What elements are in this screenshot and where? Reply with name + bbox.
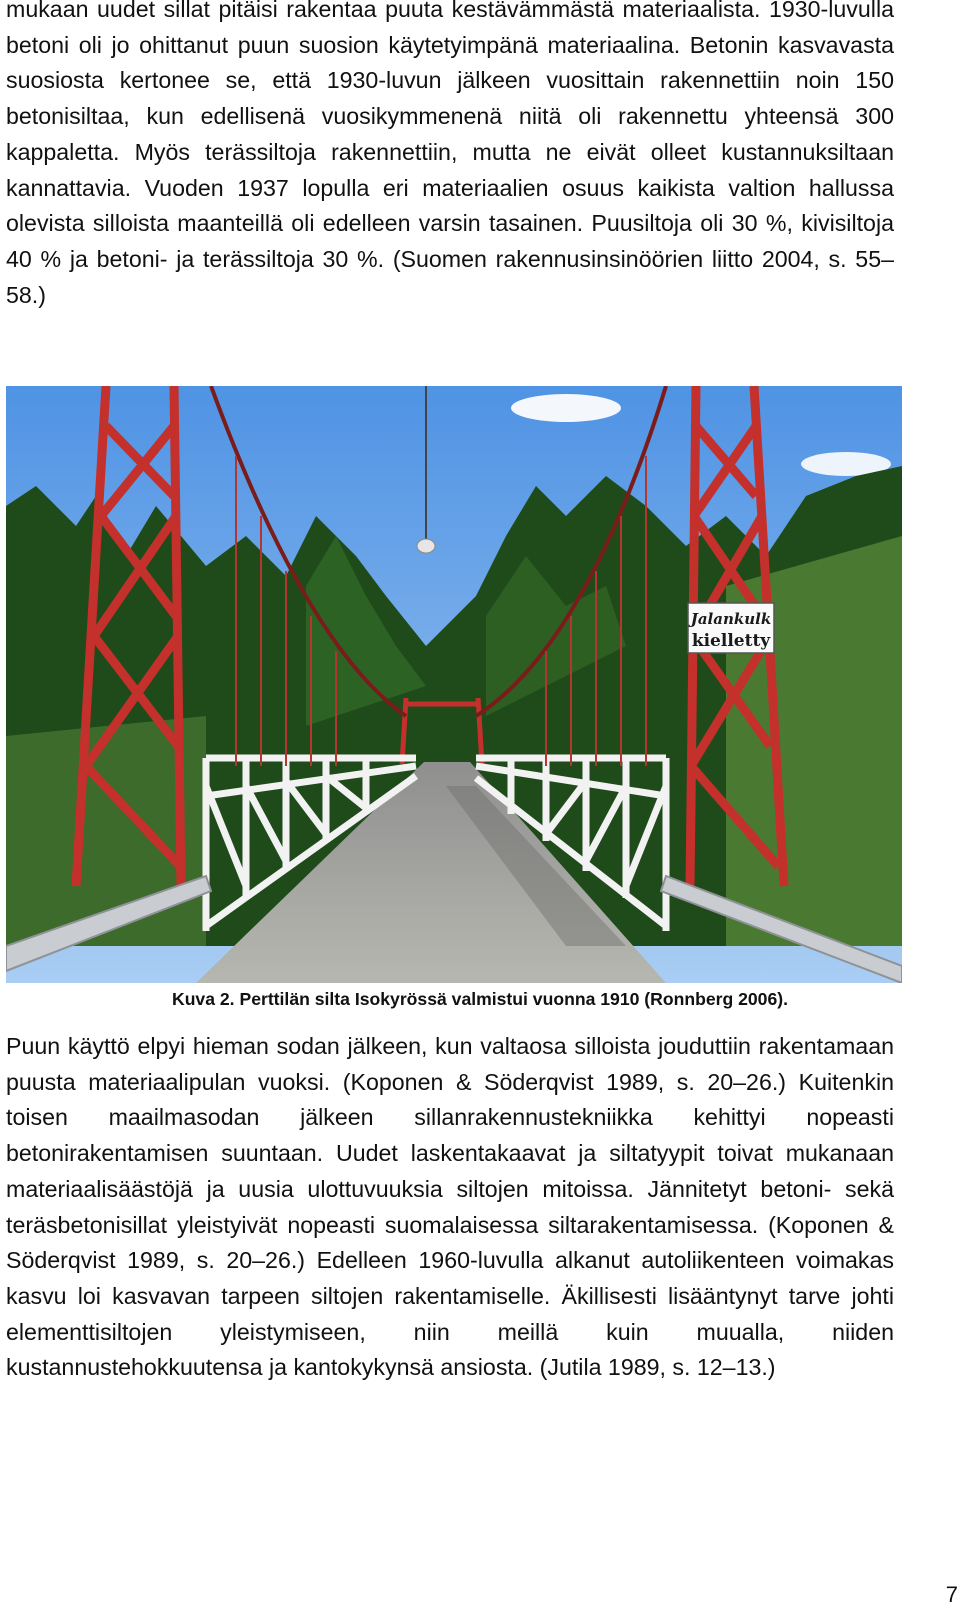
sign-text-line-1: Jalankulk xyxy=(690,610,772,628)
lamp xyxy=(417,539,435,553)
bridge-photo xyxy=(6,386,902,983)
figure-caption: Kuva 2. Perttilän silta Isokyrössä valmistui vuonna 1910 (Ronnberg 2006). xyxy=(171,989,788,1009)
body-paragraph-1: mukaan uudet sillat pitäisi rakentaa puuta kestävämmästä materiaalista. 1930-luvulla betoni oli jo ohittanut puun suosion käytetyimpänä materiaalina. Betonin kasvavasta suosiosta kertonee se, että 1930-luvun jälkeen vuosittain rakennettiin noin 150 betonisiltaa, kun edellisenä vuosikymmenenä niitä oli rakennettu yhteensä 300 kappaletta. Myös terässiltoja rakennettiin, mutta ne eivät olleet kustannuksiltaan kannattavia. Vuoden 1937 lopulla eri materiaalien osuus kaikista valtion hallussa olevista silloista maanteillä oli edelleen varsin tasainen. Puusiltoja oli 30 %, kivisiltoja 40 % ja betoni- ja terässiltoja 30 %. (Suomen rakennusinsinöörien liitto 2004, s. 55–58.) xyxy=(6,0,894,308)
page-number: 7 xyxy=(945,1582,958,1607)
cloud xyxy=(511,394,621,422)
body-paragraph-2: Puun käyttö elpyi hieman sodan jälkeen, kun valtaosa silloista jouduttiin rakentamaan puusta materiaalipulan vuoksi. (Koponen & Söderqvist 1989, s. 20–26.) Kuitenkin toisen maailmasodan jälkeen sillanrakennustekniikka kehittyi nopeasti betonirakentamisen suuntaan. Uudet laskentakaavat ja siltatyypit toivat mukanaan materiaalisäästöjä ja uusia ulottuvuuksia siltojen mitoissa. Jännitetyt betoni- sekä teräsbetonisillat yleistyivät nopeasti suomalaisessa siltarakentamisessa. (Koponen & Söderqvist 1989, s. 20–26.) Edelleen 1960-luvulla alkanut autoliikenteen voimakas kasvu loi kasvavan tarpeen siltojen rakentamiselle. Äkillisesti lisääntynyt tarve johti elementtisiltojen yleistymiseen, niin meillä kuin muualla, niiden kustannustehokkuutensa ja kantokykynsä ansiosta. (Jutila 1989, s. 12–13.) xyxy=(6,1033,894,1381)
sign-text-line-2: kielletty xyxy=(691,631,771,651)
